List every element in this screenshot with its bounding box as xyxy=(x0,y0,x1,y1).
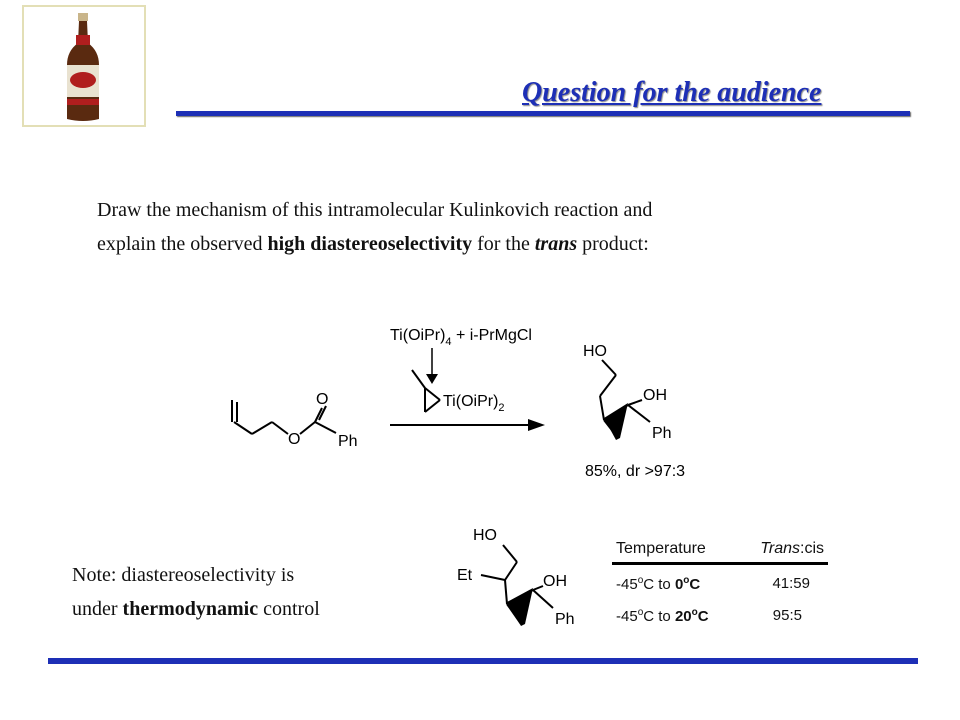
carbonyl-oxygen: O xyxy=(316,391,329,408)
beer-bottle-icon xyxy=(24,7,144,125)
question-text-part: for the xyxy=(472,233,535,255)
highlight-trans: trans xyxy=(534,233,578,255)
highlight-thermodynamic: thermodynamic xyxy=(122,598,259,620)
product-ho: HO xyxy=(583,343,607,360)
titanium-label xyxy=(443,393,505,414)
temp-mid: C to xyxy=(643,608,675,625)
header-trans-italic: Trans xyxy=(760,540,800,557)
question-text-part: product: xyxy=(577,233,649,255)
yield-label: 85%, dr >97:3 xyxy=(585,463,686,480)
table-row xyxy=(612,593,828,625)
temp-end: 20 xyxy=(674,608,692,625)
header-temperature: Temperature xyxy=(616,540,706,557)
note-line-2 xyxy=(72,592,320,626)
ethyl-analog-structure xyxy=(455,520,585,640)
degree-mark: o xyxy=(637,607,644,618)
titanium-subscript: 2 xyxy=(498,402,505,414)
phenyl-label: Ph xyxy=(338,433,358,450)
highlight-high-diastereoselectivity: high diastereoselectivity xyxy=(267,233,473,255)
degree-mark: o xyxy=(683,575,690,586)
reagent-subscript: 4 xyxy=(445,336,452,348)
titanium-text: Ti(OiPr) xyxy=(443,393,499,410)
logo-frame xyxy=(22,5,146,127)
slide-title: Question for the audience xyxy=(522,77,822,108)
reaction-arrow xyxy=(390,419,545,431)
note-text xyxy=(72,558,320,626)
question-text xyxy=(97,193,652,261)
degree-mark: o xyxy=(637,575,644,586)
temp-unit: C xyxy=(697,608,709,625)
temperature-cell xyxy=(616,607,709,625)
analog-oh: OH xyxy=(543,573,567,590)
header-trans-cis xyxy=(760,540,824,558)
question-text-part: explain the observed xyxy=(97,233,268,255)
header-cis: :cis xyxy=(800,540,824,557)
reagent-label xyxy=(390,327,532,348)
analog-ho: HO xyxy=(473,527,497,544)
ratio-cell: 95:5 xyxy=(772,607,802,624)
reaction-scheme xyxy=(200,300,760,500)
reagent-ti: Ti(OiPr) xyxy=(390,327,446,344)
note-line-1: Note: diastereoselectivity is xyxy=(72,564,295,586)
down-arrow xyxy=(426,348,438,384)
temperature-cell xyxy=(616,575,700,593)
temp-mid: C to xyxy=(643,576,675,593)
analog-ph: Ph xyxy=(555,611,575,628)
ester-oxygen: O xyxy=(288,431,301,448)
product-ph: Ph xyxy=(652,425,672,442)
degree-mark: o xyxy=(691,607,698,618)
question-line-1: Draw the mechanism of this intramolecular Kulinkovich reaction and xyxy=(97,199,653,221)
note-text-part: control xyxy=(258,598,320,620)
ratio-cell: 41:59 xyxy=(772,575,810,592)
temp-start: -45 xyxy=(616,608,638,625)
temp-end: 0 xyxy=(674,576,684,593)
temp-start: -45 xyxy=(616,576,638,593)
footer-rule xyxy=(48,658,918,664)
analog-wedge xyxy=(507,588,533,626)
product-oh: OH xyxy=(643,387,667,404)
analog-et: Et xyxy=(457,567,473,584)
note-text-part: under xyxy=(72,598,123,620)
table-row xyxy=(612,565,828,593)
title-underline xyxy=(176,111,910,116)
question-line-2 xyxy=(97,227,652,261)
selectivity-table xyxy=(612,540,828,625)
reagent-rest: + i-PrMgCl xyxy=(451,327,532,344)
temp-unit: C xyxy=(689,576,701,593)
table-header-row xyxy=(612,540,828,565)
